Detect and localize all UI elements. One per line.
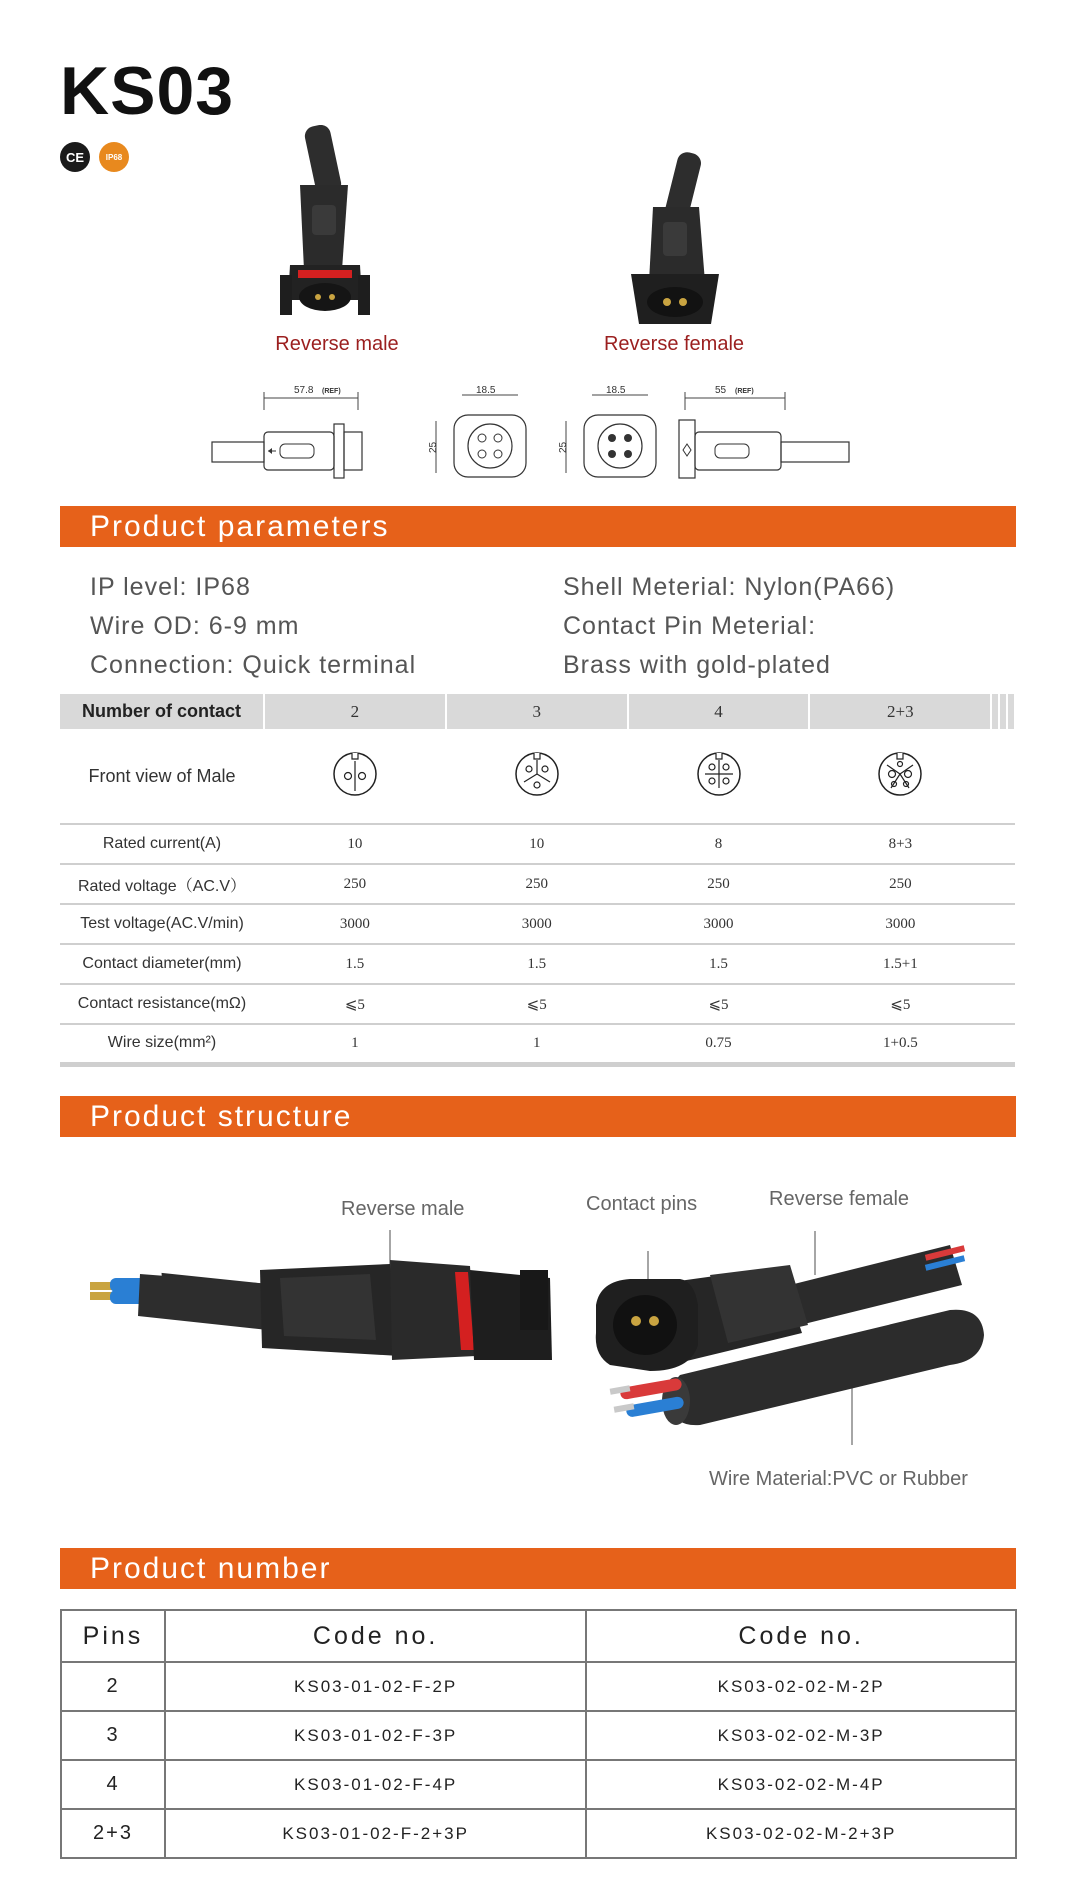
ip-level-text: IP level: IP68 [90, 573, 251, 601]
front-view-cell [628, 729, 810, 824]
contact-pin-material-value: Brass with gold-plated [563, 651, 831, 679]
spec-cell: 10 [446, 824, 628, 864]
front-view-cell [264, 729, 446, 824]
spec-col-empty [991, 864, 999, 904]
spec-col-empty [1007, 984, 1015, 1024]
spec-col-header: 2 [264, 694, 446, 729]
contact-pin-material-text: Contact Pin Meterial: [563, 612, 817, 640]
spec-cell: 1 [264, 1024, 446, 1064]
female-ref-dim: (REF) [735, 388, 754, 395]
number-section-title: Product number [90, 1552, 332, 1585]
spec-col-empty [991, 694, 999, 729]
spec-col-empty [991, 904, 999, 944]
spec-cell: 3000 [446, 904, 628, 944]
spec-col-header: 3 [446, 694, 628, 729]
male-code-cell: KS03-02-02-M-4P [586, 1760, 1016, 1809]
product-number-table [60, 1609, 1017, 1859]
spec-row-label: Contact diameter(mm) [60, 944, 264, 984]
female-code-cell: KS03-01-02-F-2+3P [165, 1809, 586, 1858]
spec-row [60, 864, 1015, 904]
spec-row-label: Rated current(A) [60, 824, 264, 864]
spec-col-empty [1007, 864, 1015, 904]
number-row [61, 1760, 1016, 1809]
spec-cell: 3000 [628, 904, 810, 944]
female-code-cell: KS03-01-02-F-3P [165, 1711, 586, 1760]
spec-col-header: 2+3 [809, 694, 991, 729]
spec-cell: 250 [809, 864, 991, 904]
spec-cell: 1+0.5 [809, 1024, 991, 1064]
spec-row [60, 824, 1015, 864]
wire-od-text: Wire OD: 6-9 mm [90, 612, 300, 640]
front-view-label: Front view of Male [60, 729, 264, 824]
spec-col-empty [999, 864, 1007, 904]
spec-cell: ⩽5 [809, 984, 991, 1024]
male-ref-dim: (REF) [322, 388, 341, 395]
number-row [61, 1662, 1016, 1711]
number-row [61, 1809, 1016, 1858]
spec-col-empty [991, 1024, 999, 1064]
male-connector-structure-image [90, 1230, 570, 1400]
male-front-drawing [418, 385, 528, 480]
parameters-section-header [60, 506, 1016, 547]
spec-cell: 250 [264, 864, 446, 904]
spec-col-empty [1007, 824, 1015, 864]
structure-section-title: Product structure [90, 1100, 353, 1133]
spec-col-empty [1007, 904, 1015, 944]
female-length-dim: 55 [715, 385, 727, 396]
pin-3-layout-icon [514, 751, 560, 797]
reverse-female-label: Reverse female [603, 333, 745, 355]
pin-2-3-layout-icon [877, 751, 923, 797]
spec-cell: ⩽5 [446, 984, 628, 1024]
spec-col-empty [991, 984, 999, 1024]
spec-cell: 1.5 [628, 944, 810, 984]
male-code-cell: KS03-02-02-M-2P [586, 1662, 1016, 1711]
spec-col-empty [999, 729, 1007, 824]
spec-cell: 1.5+1 [809, 944, 991, 984]
spec-cell: 0.75 [628, 1024, 810, 1064]
spec-cell: 3000 [809, 904, 991, 944]
female-width-dim: 18.5 [606, 385, 626, 396]
code-header: Code no. [586, 1610, 1016, 1662]
number-row [61, 1711, 1016, 1760]
pins-cell: 3 [61, 1711, 165, 1760]
spec-col-empty [999, 904, 1007, 944]
code-header: Code no. [165, 1610, 586, 1662]
spec-cell: 1 [446, 1024, 628, 1064]
spec-row [60, 944, 1015, 984]
spec-col-empty [999, 944, 1007, 984]
female-side-drawing [675, 380, 855, 480]
spec-col-empty [999, 694, 1007, 729]
spec-row [60, 984, 1015, 1024]
female-height-dim: 25 [558, 441, 569, 453]
reverse-male-image [270, 125, 380, 325]
male-height-dim: 25 [428, 441, 439, 453]
spec-cell: 1.5 [264, 944, 446, 984]
spec-cell: 8+3 [809, 824, 991, 864]
female-connector-structure-image [590, 1215, 990, 1445]
spec-cell: 8 [628, 824, 810, 864]
structure-female-label: Reverse female [769, 1188, 910, 1210]
spec-row [60, 904, 1015, 944]
spec-col-empty [999, 1024, 1007, 1064]
spec-col-empty [999, 824, 1007, 864]
wire-material-label: Wire Material:PVC or Rubber [709, 1468, 968, 1490]
pin-4-layout-icon [696, 751, 742, 797]
spec-cell: 3000 [264, 904, 446, 944]
male-code-cell: KS03-02-02-M-3P [586, 1711, 1016, 1760]
spec-col-empty [991, 824, 999, 864]
spec-col-empty [1007, 944, 1015, 984]
ip68-badge-icon: IP68 [99, 142, 129, 172]
spec-col-empty [991, 944, 999, 984]
spec-cell: ⩽5 [264, 984, 446, 1024]
number-section-header [60, 1548, 1016, 1589]
reverse-female-image [625, 152, 725, 332]
pins-cell: 4 [61, 1760, 165, 1809]
front-view-row [60, 729, 1015, 824]
female-code-cell: KS03-01-02-F-4P [165, 1760, 586, 1809]
spec-row-label: Contact resistance(mΩ) [60, 984, 264, 1024]
front-view-cell [446, 729, 628, 824]
spec-col-empty [1007, 694, 1015, 729]
pins-cell: 2+3 [61, 1809, 165, 1858]
spec-col-empty [991, 729, 999, 824]
structure-male-label: Reverse male [341, 1198, 465, 1220]
spec-col-empty [1007, 729, 1015, 824]
number-header-row [61, 1610, 1016, 1662]
contact-pins-label: Contact pins [586, 1193, 698, 1215]
spec-header-label: Number of contact [60, 694, 264, 729]
male-code-cell: KS03-02-02-M-2+3P [586, 1809, 1016, 1858]
spec-col-header: 4 [628, 694, 810, 729]
spec-row-label: Rated voltage（AC.V） [60, 864, 264, 904]
spec-table [60, 694, 1016, 1067]
structure-section-header [60, 1096, 1016, 1137]
spec-header-row [60, 694, 1015, 729]
front-view-cell [809, 729, 991, 824]
pins-cell: 2 [61, 1662, 165, 1711]
spec-cell: 250 [446, 864, 628, 904]
spec-cell: 250 [628, 864, 810, 904]
spec-row [60, 1024, 1015, 1064]
shell-material-text: Shell Meterial: Nylon(PA66) [563, 573, 896, 601]
spec-col-empty [1007, 1024, 1015, 1064]
male-length-dim: 57.8 [294, 385, 314, 396]
parameters-section-title: Product parameters [90, 510, 390, 543]
female-front-drawing [548, 385, 658, 480]
reverse-male-label: Reverse male [275, 333, 399, 355]
spec-row-label: Test voltage(AC.V/min) [60, 904, 264, 944]
spec-col-empty [999, 984, 1007, 1024]
spec-cell: 10 [264, 824, 446, 864]
male-width-dim: 18.5 [476, 385, 496, 396]
spec-cell: 1.5 [446, 944, 628, 984]
spec-row-label: Wire size(mm²) [60, 1024, 264, 1064]
pin-2-layout-icon [332, 751, 378, 797]
female-code-cell: KS03-01-02-F-2P [165, 1662, 586, 1711]
page-title: KS03 [60, 53, 235, 129]
male-side-drawing [210, 380, 390, 480]
pins-header: Pins [61, 1610, 165, 1662]
connection-text: Connection: Quick terminal [90, 651, 417, 679]
ce-mark-icon: CE [60, 142, 90, 172]
spec-cell: ⩽5 [628, 984, 810, 1024]
